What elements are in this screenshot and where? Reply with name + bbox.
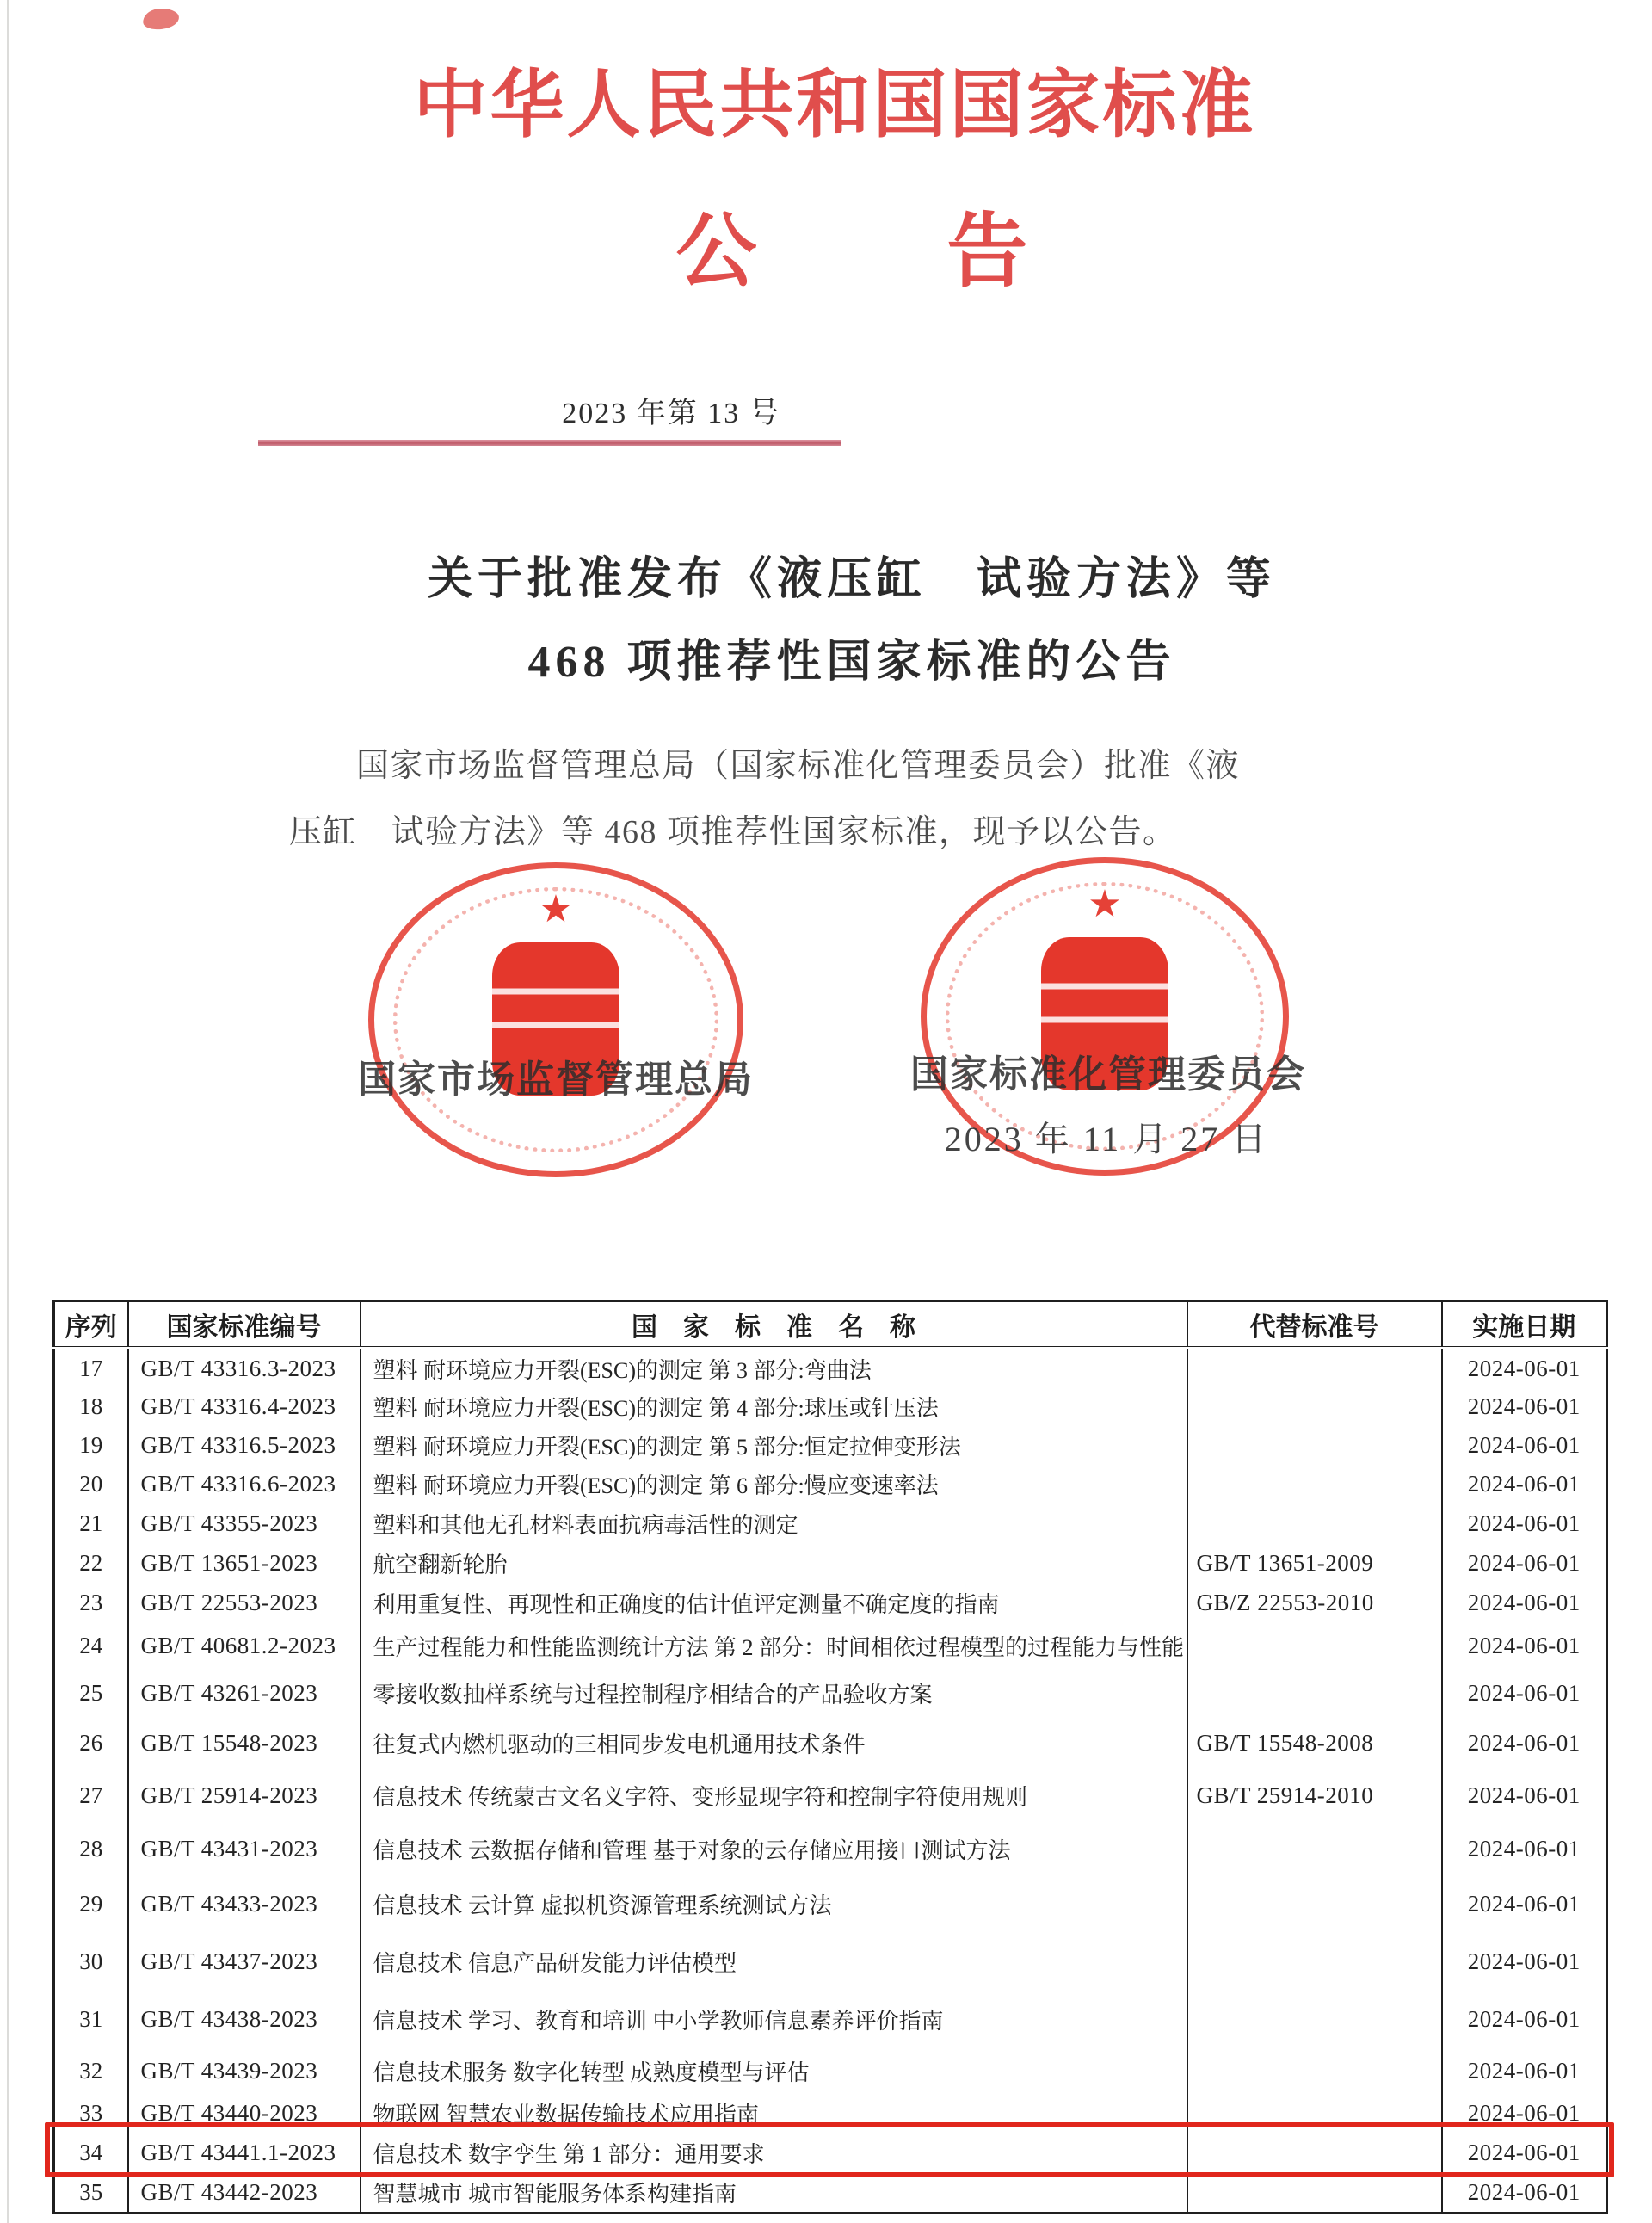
scan-red-smudge	[142, 7, 180, 31]
cell-name: 往复式内燃机驱动的三相同步发电机通用技术条件	[361, 1717, 1187, 1769]
cell-replaced	[1187, 2173, 1442, 2213]
cell-date: 2024-06-01	[1442, 1991, 1607, 2047]
cell-replaced	[1187, 1387, 1442, 1426]
cell-code: GB/T 43431-2023	[128, 1822, 361, 1875]
table-row	[54, 1717, 1607, 1769]
cell-code: GB/T 40681.2-2023	[128, 1622, 361, 1669]
cell-date: 2024-06-01	[1442, 2094, 1607, 2132]
cell-code: GB/T 43438-2023	[128, 1991, 361, 2047]
cell-replaced	[1187, 1991, 1442, 2047]
table-row	[54, 1543, 1607, 1583]
cell-seq: 34	[79, 2139, 103, 2165]
cell-name: 智慧城市 城市智能服务体系构建指南	[361, 2173, 1187, 2213]
cell-code: GB/T 25914-2023	[128, 1769, 361, 1822]
cell-name: 塑料 耐环境应力开裂(ESC)的测定 第 3 部分:弯曲法	[361, 1348, 1187, 1387]
cell-seq: 29	[79, 1890, 103, 1917]
header-code: 国家标准编号	[128, 1301, 361, 1349]
cell-replaced	[1187, 1465, 1442, 1504]
cell-name: 信息技术 云计算 虚拟机资源管理系统测试方法	[361, 1875, 1187, 1932]
cell-seq: 23	[79, 1589, 103, 1615]
table-row	[54, 1669, 1607, 1717]
table-row	[54, 1348, 1607, 1387]
table-row	[54, 2047, 1607, 2094]
cell-seq: 20	[79, 1471, 103, 1497]
highlight-box-row-34	[45, 2122, 1614, 2177]
cell-date: 2024-06-01	[1442, 1387, 1607, 1426]
cell-replaced	[1187, 2047, 1442, 2094]
cell-replaced	[1187, 1348, 1442, 1387]
cell-code: GB/T 22553-2023	[128, 1583, 361, 1622]
cell-date: 2024-06-01	[1442, 1348, 1607, 1387]
cell-name: 利用重复性、再现性和正确度的估计值评定测量不确定度的指南	[361, 1583, 1187, 1622]
cell-seq: 30	[79, 1948, 103, 1974]
star-icon: ★	[1088, 883, 1122, 925]
cell-name: 信息技术 云数据存储和管理 基于对象的云存储应用接口测试方法	[361, 1822, 1187, 1875]
cell-date: 2024-06-01	[1442, 1465, 1607, 1504]
star-icon: ★	[539, 888, 573, 930]
standards-table-container	[52, 1300, 1606, 2214]
cell-code: GB/T 43316.6-2023	[128, 1465, 361, 1504]
table-row	[54, 1387, 1607, 1426]
cell-seq: 19	[79, 1432, 103, 1458]
cell-seq: 18	[79, 1393, 103, 1419]
cell-replaced	[1187, 1822, 1442, 1875]
announcement-title-text: 公告	[675, 207, 1218, 297]
cell-seq: 32	[79, 2057, 103, 2084]
notice-body-line2: 压缸 试验方法》等 468 项推荐性国家标准，现予以公告。	[289, 814, 1177, 850]
cell-replaced: GB/T 15548-2008	[1187, 1717, 1442, 1769]
header-seq: 序列	[54, 1301, 128, 1349]
cell-seq: 21	[79, 1510, 103, 1536]
cell-code: GB/T 43316.3-2023	[128, 1348, 361, 1387]
cell-seq: 26	[79, 1729, 103, 1756]
cell-name: 信息技术服务 数字化转型 成熟度模型与评估	[361, 2047, 1187, 2094]
cell-seq: 27	[79, 1781, 103, 1808]
cell-code: GB/T 43439-2023	[128, 2047, 361, 2094]
header-replaced: 代替标准号	[1187, 1301, 1442, 1349]
cell-replaced	[1187, 1504, 1442, 1543]
cell-date: 2024-06-01	[1442, 1426, 1607, 1465]
cell-seq: 24	[79, 1632, 103, 1658]
cell-date: 2024-06-01	[1442, 1504, 1607, 1543]
table-row	[54, 1822, 1607, 1875]
cell-replaced	[1187, 1426, 1442, 1465]
cell-name: 塑料和其他无孔材料表面抗病毒活性的测定	[361, 1504, 1187, 1543]
cell-name: 信息技术 学习、教育和培训 中小学教师信息素养评价指南	[361, 1991, 1187, 2047]
announcement-title	[26, 186, 1652, 302]
table-row	[54, 1465, 1607, 1504]
cell-replaced: GB/T 13651-2009	[1187, 1543, 1442, 1583]
cell-name: 物联网 智慧农业数据传输技术应用指南	[361, 2094, 1187, 2132]
cell-name: 航空翻新轮胎	[361, 1543, 1187, 1583]
table-row	[54, 1991, 1607, 2047]
table-row	[54, 1769, 1607, 1822]
header-date: 实施日期	[1442, 1301, 1607, 1349]
cell-code: GB/T 43442-2023	[128, 2173, 361, 2213]
cell-replaced	[1187, 1875, 1442, 1932]
issue-number: 2023 年第 13 号	[562, 398, 780, 429]
cell-name: 信息技术 传统蒙古文名义字符、变形显现字符和控制字符使用规则	[361, 1769, 1187, 1822]
cell-date: 2024-06-01	[1442, 2173, 1607, 2213]
cell-code: GB/T 43316.4-2023	[128, 1387, 361, 1426]
cell-replaced: GB/T 25914-2010	[1187, 1769, 1442, 1822]
cell-date: 2024-06-01	[1442, 1822, 1607, 1875]
cell-name: 信息技术 信息产品研发能力评估模型	[361, 1932, 1187, 1991]
notice-heading-line1: 关于批准发布《液压缸 试验方法》等	[427, 555, 1276, 604]
cell-name: 生产过程能力和性能监测统计方法 第 2 部分：时间相依过程模型的过程能力与性能	[361, 1622, 1187, 1669]
authority-name-right: 国家标准化管理委员会	[910, 1053, 1306, 1096]
cell-name: 塑料 耐环境应力开裂(ESC)的测定 第 4 部分:球压或针压法	[361, 1387, 1187, 1426]
cell-seq: 33	[79, 2099, 103, 2126]
cell-replaced	[1187, 1932, 1442, 1991]
cell-replaced	[1187, 1622, 1442, 1669]
cell-date: 2024-06-01	[1442, 1875, 1607, 1932]
scan-edge-line	[7, 0, 9, 2223]
cell-seq: 22	[79, 1549, 103, 1576]
document-title: 中华人民共和国国家标准	[413, 64, 1256, 146]
cell-code: GB/T 13651-2023	[128, 1543, 361, 1583]
cell-name: 零接收数抽样系统与过程控制程序相结合的产品验收方案	[361, 1669, 1187, 1717]
cell-date: 2024-06-01	[1442, 1583, 1607, 1622]
cell-seq: 28	[79, 1835, 103, 1862]
cell-date: 2024-06-01	[1442, 1769, 1607, 1822]
cell-code: GB/T 43440-2023	[128, 2094, 361, 2132]
notice-heading-line2: 468 项推荐性国家标准的公告	[527, 638, 1176, 687]
cell-date: 2024-06-01	[1442, 2132, 1607, 2173]
cell-replaced: GB/Z 22553-2010	[1187, 1583, 1442, 1622]
cell-name: 塑料 耐环境应力开裂(ESC)的测定 第 6 部分:慢应变速率法	[361, 1465, 1187, 1504]
cell-replaced	[1187, 1669, 1442, 1717]
notice-body	[289, 733, 1399, 866]
cell-code: GB/T 43355-2023	[128, 1504, 361, 1543]
authority-name-left: 国家市场监督管理总局	[358, 1059, 754, 1101]
table-row	[54, 1932, 1607, 1991]
table-row	[54, 1622, 1607, 1669]
cell-code: GB/T 43433-2023	[128, 1875, 361, 1932]
cell-seq: 31	[79, 2005, 103, 2032]
table-header-row	[54, 1301, 1607, 1349]
cell-seq: 25	[79, 1679, 103, 1706]
cell-name: 塑料 耐环境应力开裂(ESC)的测定 第 5 部分:恒定拉伸变形法	[361, 1426, 1187, 1465]
cell-code: GB/T 43316.5-2023	[128, 1426, 361, 1465]
cell-code: GB/T 43441.1-2023	[128, 2132, 361, 2173]
signature-date: 2023 年 11 月 27 日	[944, 1120, 1269, 1158]
cell-name: 信息技术 数字孪生 第 1 部分：通用要求	[361, 2132, 1187, 2173]
cell-date: 2024-06-01	[1442, 2047, 1607, 2094]
header-name: 国 家 标 准 名 称	[361, 1301, 1187, 1349]
cell-date: 2024-06-01	[1442, 1543, 1607, 1583]
cell-code: GB/T 43437-2023	[128, 1932, 361, 1991]
table-row	[54, 1875, 1607, 1932]
official-seal-left	[368, 862, 743, 1177]
table-row	[54, 2173, 1607, 2213]
cell-seq: 17	[79, 1355, 103, 1381]
cell-date: 2024-06-01	[1442, 1717, 1607, 1769]
table-row	[54, 1583, 1607, 1622]
cell-date: 2024-06-01	[1442, 1622, 1607, 1669]
cell-code: GB/T 43261-2023	[128, 1669, 361, 1717]
standards-table	[52, 1300, 1608, 2214]
red-divider-line	[258, 440, 841, 446]
table-row	[54, 1426, 1607, 1465]
cell-seq: 35	[79, 2178, 103, 2205]
cell-code: GB/T 15548-2023	[128, 1717, 361, 1769]
cell-date: 2024-06-01	[1442, 1932, 1607, 1991]
table-row	[54, 1504, 1607, 1543]
notice-body-line1: 国家市场监督管理总局（国家标准化管理委员会）批准《液	[356, 748, 1241, 784]
cell-date: 2024-06-01	[1442, 1669, 1607, 1717]
standards-table-body	[54, 1348, 1607, 2213]
